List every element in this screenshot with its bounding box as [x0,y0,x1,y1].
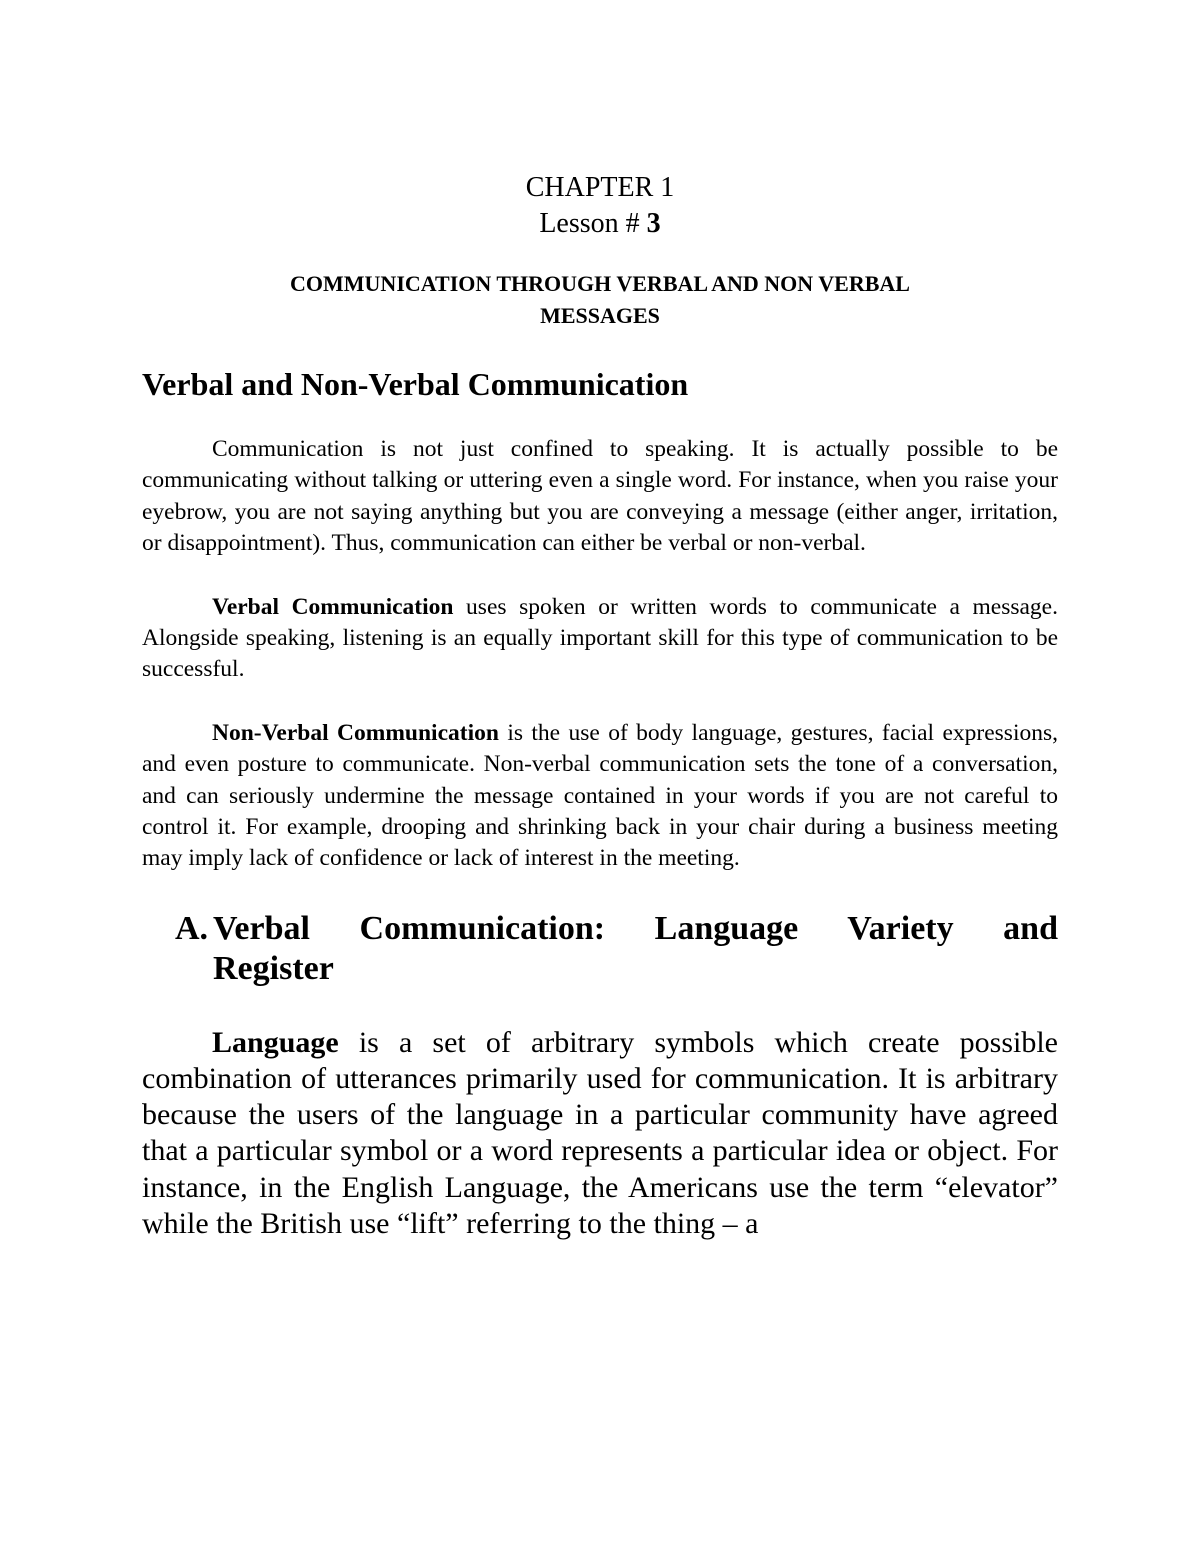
subsection-heading-continued [142,949,1058,989]
section-heading: Verbal and Non-Verbal Communication [142,366,689,402]
intro-paragraph: Communication is not just confined to speaking. It is actually possible to be communicating without talking or uttering even a single word. For instance, when you raise your eyebrow, you are not saying anything but you are conveying a message (either anger, irritation, or disappointment). Thus, communication can either be verbal or non-verbal. [142,436,1058,557]
language-paragraph [142,1025,1058,1242]
subsection-heading [142,909,1058,949]
nonverbal-text: is the use of body language, gestures, facial expressions, and even posture to communicate. Non-verbal communication sets the tone of a conversation, and can seriously undermine the message contained in your words if you are not careful to control it. For example, drooping and shrinking back in your chair during a business meeting may imply lack of confidence or lack of interest in the meeting. [142,719,1058,872]
nonverbal-term: Non-Verbal Communication [212,719,499,746]
lesson-label: Lesson # [539,208,640,239]
topic-title [142,268,1058,332]
verbal-text: uses spoken or written words to communicate a message. Alongside speaking, listening is an equally important skill for this type of communication to be successful. [142,593,1058,683]
verbal-term: Verbal Communication [212,593,454,620]
nonverbal-paragraph [142,718,1058,875]
verbal-paragraph [142,592,1058,686]
language-term: Language [212,1025,339,1059]
topic-line-2: MESSAGES [540,303,660,328]
lesson-title [142,206,1058,242]
subsection-heading-line-1: Verbal Communication: Language Variety and [213,909,1058,947]
topic-line-1: COMMUNICATION THROUGH VERBAL AND NON VERBAL [290,271,910,296]
lesson-number: 3 [646,208,661,239]
chapter-title: CHAPTER 1 [525,172,675,203]
language-text: is a set of arbitrary symbols which create possible combination of utterances primarily used for communication. It is arbitrary because the users of the language in a particular community have agreed that a particular symbol or a word represents a particular idea or object. For instance, in the English Language, the Americans use the term “elevator” while the British use “lift” referring to the thing – a [142,1025,1058,1240]
subsection-letter: A. [175,909,209,947]
document-page [142,170,1058,1242]
subsection-heading-line-2: Register [213,949,334,987]
